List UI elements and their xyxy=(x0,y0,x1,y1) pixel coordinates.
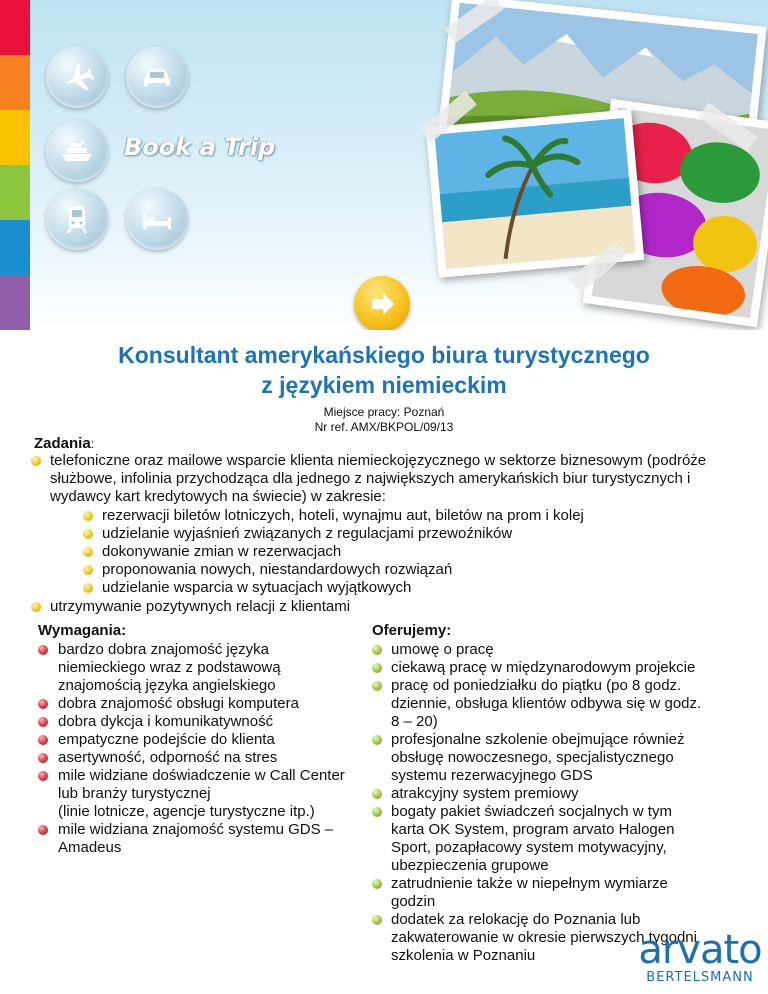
requirement-line: bardzo dobra znajomość języka xyxy=(58,641,269,658)
bullet-icon xyxy=(38,717,48,727)
offer-line: dziennie, obsługa klientów odbywa się w godz. xyxy=(391,695,702,712)
job-title-line-1: Konsultant amerykańskiego biura turystycznego xyxy=(118,342,650,368)
logo-name: arvato xyxy=(638,927,762,973)
offer-line: systemu rezerwacyjnego GDS xyxy=(391,767,593,784)
bullet-icon xyxy=(372,681,382,691)
bullet-icon xyxy=(38,771,48,781)
offer-line: szkolenia w Poznaniu xyxy=(391,947,536,964)
offer-line: bogaty pakiet świadczeń socjalnych w tym xyxy=(391,803,672,820)
offer-line: dodatek za relokację do Poznania lub xyxy=(391,911,641,928)
tasks-heading xyxy=(34,435,94,453)
task-subitem: udzielanie wsparcia w sytuacjach wyjątkowych xyxy=(102,579,412,596)
task-line: wydawcy kart kredytowych na świecie) w zakresie: xyxy=(50,488,386,505)
header-banner xyxy=(0,0,768,330)
task-subitem: rezerwacji biletów lotniczych, hoteli, wynajmu aut, biletów na prom i kolej xyxy=(102,507,584,524)
car-button[interactable] xyxy=(126,46,188,108)
bullet-icon xyxy=(372,645,382,655)
tasks-heading-colon: : xyxy=(90,437,95,451)
offer-item: umowę o pracę xyxy=(391,641,494,658)
task-subitem: dokonywanie zmian w rezerwacjach xyxy=(102,543,342,560)
bullet-icon xyxy=(31,456,41,466)
ship-icon xyxy=(59,133,95,169)
plane-icon xyxy=(59,59,95,95)
go-arrow-button[interactable] xyxy=(354,276,410,330)
requirement-item: dobra dykcja i komunikatywność xyxy=(58,713,274,730)
requirement-item: dobra znajomość obsługi komputera xyxy=(58,695,299,712)
task-line: telefoniczne oraz mailowe wsparcie klienta niemieckojęzycznego w sektorze biznesowym (podróże xyxy=(50,452,707,469)
offer-item xyxy=(391,803,674,875)
offer-line: pracę od poniedziałku do piątku (po 8 godz. xyxy=(391,677,682,694)
job-meta xyxy=(0,405,768,435)
requirement-line: mile widziane doświadczenie w Call Center xyxy=(58,767,345,784)
offer-line: zatrudnienie także w niepełnym wymiarze xyxy=(391,875,668,892)
color-strip xyxy=(0,0,30,330)
book-a-trip-heading: Book a Trip xyxy=(124,133,276,161)
job-reference: Nr ref. AMX/BKPOL/09/13 xyxy=(314,420,454,434)
job-title-line-2: z językiem niemieckim xyxy=(261,372,507,398)
bullet-icon xyxy=(83,565,93,575)
bullet-icon xyxy=(372,879,382,889)
train-button[interactable] xyxy=(46,188,108,250)
offer-item xyxy=(391,731,685,785)
task-subitem: udzielanie wyjaśnień związanych z regulacjami przewoźników xyxy=(102,525,513,542)
offer-line: obsługę nowoczesnego, specjalistycznego xyxy=(391,749,674,766)
offer-line: profesjonalne szkolenie obejmujące również xyxy=(391,731,685,748)
requirement-line: (linie lotnicze, agencje turystyczne itp.) xyxy=(58,803,315,820)
offer-item: atrakcyjny system premiowy xyxy=(391,785,579,802)
bullet-icon xyxy=(372,789,382,799)
offer-line: zakwaterowanie w okresie pierwszych tygodni xyxy=(391,929,697,946)
requirement-line: lub branży turystycznej xyxy=(58,785,211,802)
arrow-right-icon xyxy=(367,289,397,319)
offer-line: ubezpieczenia grupowe xyxy=(391,857,549,874)
requirement-item: empatyczne podejście do klienta xyxy=(58,731,275,748)
ship-button[interactable] xyxy=(46,120,108,182)
job-title xyxy=(0,340,768,400)
requirement-item xyxy=(58,767,345,821)
bullet-icon xyxy=(38,735,48,745)
task-item: utrzymywanie pozytywnych relacji z klientami xyxy=(50,598,351,615)
requirement-line: niemieckiego wraz z podstawową xyxy=(58,659,281,676)
tasks-heading-text: Zadania xyxy=(34,435,91,452)
bullet-icon xyxy=(372,735,382,745)
task-line: służbowe, infolinia przychodząca dla jednego z największych amerykańskich biur turystycznych i xyxy=(50,470,691,487)
bullet-icon xyxy=(38,645,48,655)
bullet-icon xyxy=(372,915,382,925)
requirement-line: Amadeus xyxy=(58,839,122,856)
requirement-item xyxy=(58,641,281,695)
requirements-heading: Wymagania: xyxy=(38,622,127,639)
bullet-icon xyxy=(83,547,93,557)
arvato-logo xyxy=(635,927,765,986)
bullet-icon xyxy=(38,825,48,835)
bed-icon xyxy=(139,201,175,237)
bullet-icon xyxy=(31,602,41,612)
train-icon xyxy=(59,201,95,237)
requirement-line: znajomością języka angielskiego xyxy=(58,677,276,694)
bullet-icon xyxy=(83,529,93,539)
offer-line: 8 – 20) xyxy=(391,713,438,730)
requirement-item xyxy=(58,821,333,857)
bullet-icon xyxy=(83,583,93,593)
requirement-line: mile widziana znajomość systemu GDS – xyxy=(58,821,334,838)
car-icon xyxy=(139,59,175,95)
bullet-icon xyxy=(372,663,382,673)
bullet-icon xyxy=(38,753,48,763)
job-location: Miejsce pracy: Poznań xyxy=(323,405,445,419)
requirement-item: asertywność, odporność na stres xyxy=(58,749,278,766)
hotel-button[interactable] xyxy=(126,188,188,250)
task-item xyxy=(50,452,760,506)
task-subitem: proponowania nowych, niestandardowych rozwiązań xyxy=(102,561,453,578)
logo-subtitle: BERTELSMANN xyxy=(646,970,754,985)
offer-line: Sport, pozapłacowy system motywacyjny, xyxy=(391,839,667,856)
offer-line: karta OK System, program arvato Halogen xyxy=(391,821,675,838)
offer-line: godzin xyxy=(391,893,436,910)
bullet-icon xyxy=(38,699,48,709)
offer-item xyxy=(391,875,668,911)
offer-item xyxy=(391,677,701,731)
bullet-icon xyxy=(372,807,382,817)
plane-button[interactable] xyxy=(46,46,108,108)
bullet-icon xyxy=(83,511,93,521)
offer-heading: Oferujemy: xyxy=(372,622,452,639)
offer-item: ciekawą pracę w międzynarodowym projekcie xyxy=(391,659,696,676)
